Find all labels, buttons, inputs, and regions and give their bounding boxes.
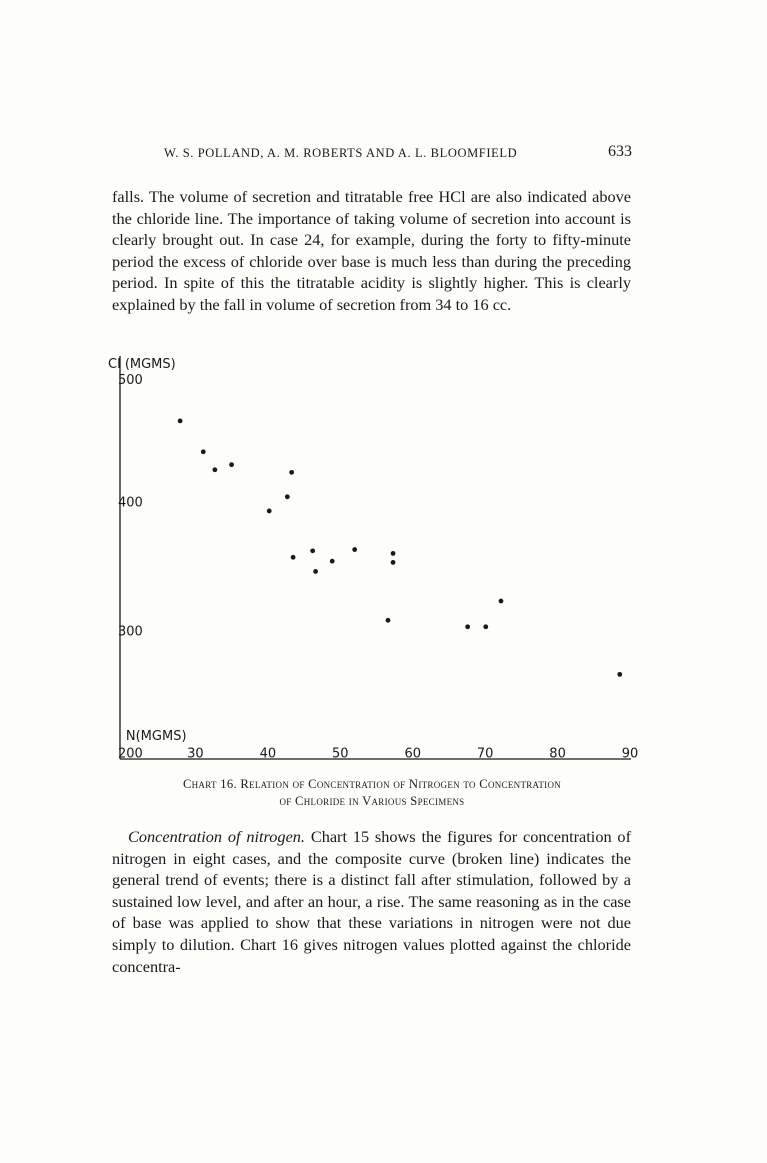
x-tick-label: 70 — [476, 746, 494, 762]
data-point — [391, 560, 396, 565]
data-point — [285, 494, 290, 499]
x-tick-label: 40 — [259, 746, 277, 762]
data-point — [465, 624, 470, 629]
data-point — [386, 618, 391, 623]
y-tick-label: 300 — [118, 624, 143, 640]
data-point — [617, 672, 622, 677]
x-tick-label: 50 — [332, 746, 349, 762]
data-point — [201, 449, 206, 454]
y-axis-label: Cl (MGMS) — [108, 357, 176, 372]
data-points — [178, 418, 622, 676]
x-tick-label: 80 — [549, 746, 566, 762]
data-point — [499, 599, 504, 604]
caption-line-1: Chart 16. Relation of Concentration of Nitrogen to Concentration — [182, 777, 562, 791]
paragraph-2-body: Chart 15 shows the figures for concentration of nitrogen in eight cases, and the composite curve (broken line) indicates the general trend of events; there is a distinct fall after stimulation, followed by a sustained low level, and after an hour, a rise. The same reasoning as in the case of base was applied to show that these variations in nitrogen were not due simply to dilution. Chart 16 gives nitrogen values plotted against the chloride concentra- — [112, 827, 631, 976]
data-point — [313, 569, 318, 574]
x-tick-label: 90 — [621, 746, 639, 762]
data-point — [483, 624, 488, 629]
run-in-heading: Concentration of nitrogen. — [128, 827, 306, 846]
y-tick-label: 200 — [118, 746, 143, 762]
y-tick-label: 400 — [118, 495, 143, 511]
x-tick-label: 60 — [404, 746, 421, 762]
y-tick-label: 500 — [118, 373, 143, 388]
scatter-plot — [100, 348, 640, 768]
data-point — [289, 470, 294, 475]
data-point — [229, 462, 234, 467]
chart-caption — [112, 776, 632, 810]
data-point — [291, 555, 296, 560]
running-title: W. S. POLLAND, A. M. ROBERTS AND A. L. BLOOMFIELD — [164, 146, 518, 160]
paragraph-1: falls. The volume of secretion and titratable free HCl are also indicated above the chloride line. The importance of taking volume of secretion into account is clearly brought out. In case 24, for example, during the forty to fifty-minute period the excess of chloride over base is much less than during the preceding period. In spite of this the titratable acidity is slightly higher. This is clearly explained by the fall in volume of secretion from 34 to 16 cc. — [112, 187, 631, 314]
chart-16 — [100, 348, 640, 773]
page-number: 633 — [608, 143, 632, 160]
data-point — [310, 548, 315, 553]
x-axis-label: N(MGMS) — [125, 729, 187, 744]
data-point — [178, 418, 183, 423]
x-tick-label: 30 — [187, 746, 204, 762]
caption-line-2: of Chloride in Various Specimens — [279, 794, 465, 808]
data-point — [267, 509, 272, 514]
data-point — [352, 547, 357, 552]
data-point — [391, 551, 396, 556]
data-point — [212, 467, 217, 472]
paragraph-2 — [112, 826, 631, 977]
axes — [108, 356, 638, 762]
data-point — [330, 559, 335, 564]
